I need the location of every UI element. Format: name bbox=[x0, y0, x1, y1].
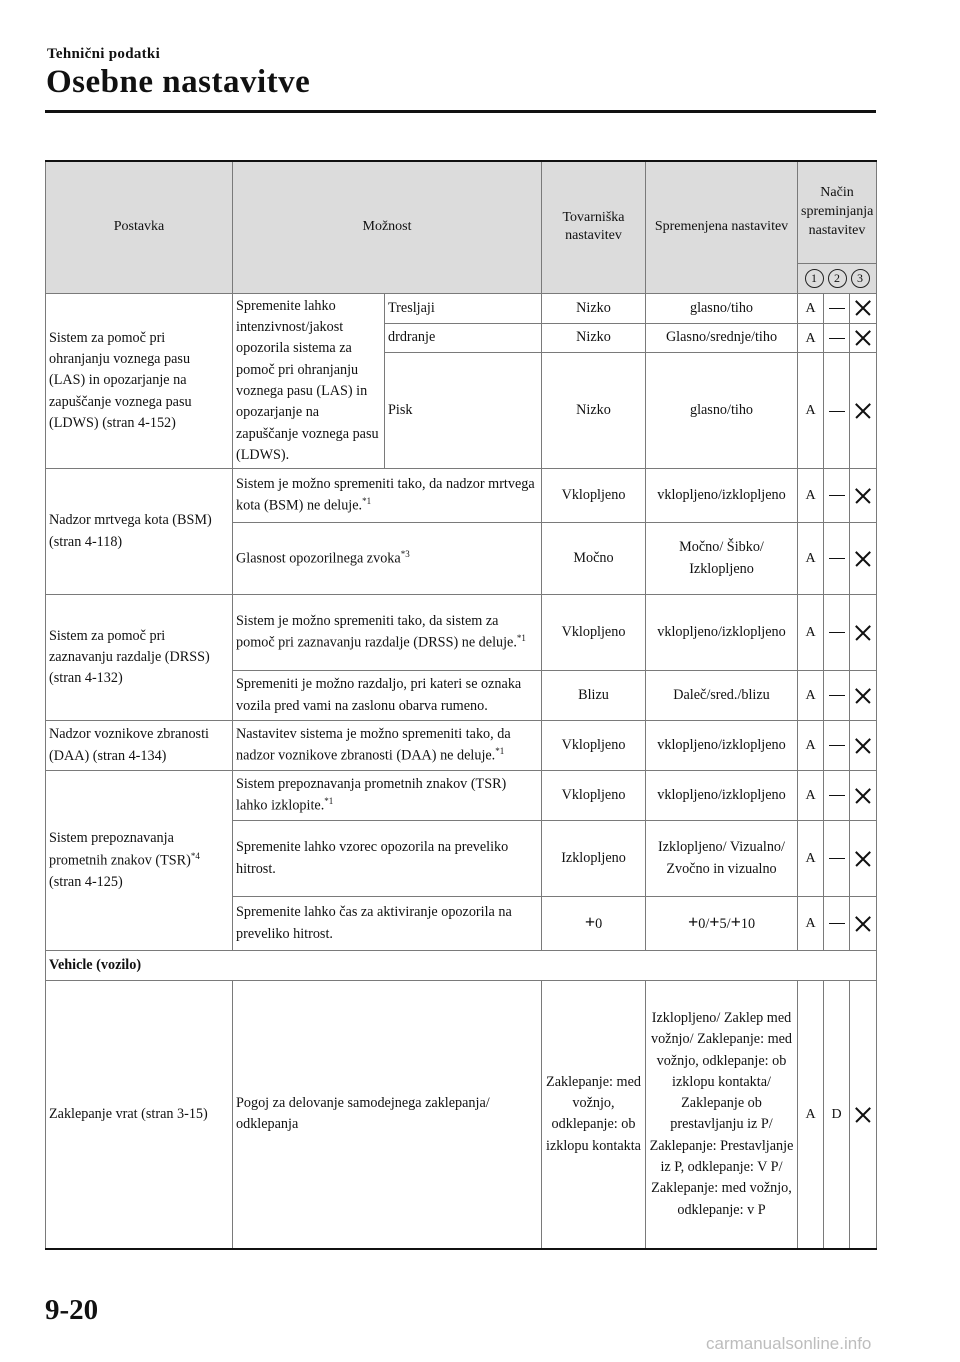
las-item: Sistem za pomoč pri ohranjanju voznega pasu (LAS) in opozarjanje na zapuščanje voznega pasu (LDWS) (stran 4-152) bbox=[46, 293, 233, 468]
dash-icon bbox=[829, 795, 845, 796]
bsm-option bbox=[233, 469, 542, 523]
method-a: A bbox=[798, 821, 824, 897]
method-cross bbox=[850, 771, 877, 821]
plus-icon: + bbox=[687, 911, 699, 932]
vehicle-section-label: Vehicle (vozilo) bbox=[46, 951, 877, 981]
tsr-item bbox=[46, 771, 233, 951]
method-d: D bbox=[824, 981, 850, 1249]
table-row bbox=[46, 595, 877, 671]
daa-changed: vklopljeno/izklopljeno bbox=[646, 721, 798, 771]
method-dash bbox=[824, 821, 850, 897]
method-a: A bbox=[798, 523, 824, 595]
dash-icon bbox=[829, 495, 845, 496]
method-a: A bbox=[798, 293, 824, 323]
tsr-pattern-changed: Izklopljeno/ Vizualno/ Zvočno in vizualno bbox=[646, 821, 798, 897]
drss-distance-option: Spremeniti je možno razdaljo, pri kateri se oznaka vozila pred vami na zaslonu obarva rumeno. bbox=[233, 671, 542, 721]
watermark: carmanualsonline.info bbox=[706, 1334, 872, 1353]
doorlock-changed: Izklopljeno/ Zaklep med vožnjo/ Zaklepanje: med vožnjo, odklepanje: ob izklopu kontakta/ Zaklepanje ob prestavljanju iz P/ Zaklepanje: Prestavljanje iz P, odklepanje: V P/ Zaklepanje: med vožnjo, odklepanje: v P bbox=[646, 981, 798, 1249]
method-a: A bbox=[798, 981, 824, 1249]
plus-icon: + bbox=[709, 911, 720, 932]
plus-icon: + bbox=[730, 911, 741, 932]
method-dash bbox=[824, 671, 850, 721]
drss-factory: Vklopljeno bbox=[542, 595, 646, 671]
footnote-mark: *1 bbox=[495, 746, 505, 757]
header-item: Postavka bbox=[46, 161, 233, 293]
method-a: A bbox=[798, 469, 824, 523]
cross-icon bbox=[855, 738, 871, 754]
tsr-timing-value: 5/ bbox=[719, 915, 731, 932]
cross-icon bbox=[855, 625, 871, 641]
header-option: Možnost bbox=[233, 161, 542, 293]
drss-changed: vklopljeno/izklopljeno bbox=[646, 595, 798, 671]
method-dash bbox=[824, 595, 850, 671]
method-cross bbox=[850, 821, 877, 897]
section-row bbox=[46, 951, 877, 981]
method-cross bbox=[850, 323, 877, 353]
tsr-factory: Vklopljeno bbox=[542, 771, 646, 821]
method-number-2: 2 bbox=[828, 269, 847, 288]
drss-option-text: Sistem je možno spremeniti tako, da sistem za pomoč pri zaznavanju razdalje (DRSS) ne deluje. bbox=[236, 613, 517, 652]
method-cross bbox=[850, 469, 877, 523]
method-cross bbox=[850, 721, 877, 771]
method-dash bbox=[824, 323, 850, 353]
section-label: Tehnični podatki bbox=[47, 46, 161, 62]
cross-icon bbox=[855, 851, 871, 867]
las-factory: Nizko bbox=[542, 293, 646, 323]
drss-distance-changed: Daleč/sred./blizu bbox=[646, 671, 798, 721]
cross-icon bbox=[855, 916, 871, 932]
method-dash bbox=[824, 897, 850, 951]
method-a: A bbox=[798, 353, 824, 469]
tsr-changed: vklopljeno/izklopljeno bbox=[646, 771, 798, 821]
method-a: A bbox=[798, 897, 824, 951]
dash-icon bbox=[829, 695, 845, 696]
method-cross bbox=[850, 981, 877, 1249]
dash-icon bbox=[829, 632, 845, 633]
method-a: A bbox=[798, 595, 824, 671]
method-cross bbox=[850, 671, 877, 721]
dash-icon bbox=[829, 858, 845, 859]
dash-icon bbox=[829, 308, 845, 309]
tsr-timing-changed bbox=[646, 897, 798, 951]
doorlock-item: Zaklepanje vrat (stran 3-15) bbox=[46, 981, 233, 1249]
dash-icon bbox=[829, 411, 845, 412]
las-option-vibration: Tresljaji bbox=[385, 293, 542, 323]
tsr-timing-option: Spremenite lahko čas za aktiviranje opozorila na preveliko hitrost. bbox=[233, 897, 542, 951]
method-number-1: 1 bbox=[805, 269, 824, 288]
method-dash bbox=[824, 293, 850, 323]
footnote-mark: *4 bbox=[190, 850, 200, 861]
method-cross bbox=[850, 293, 877, 323]
method-cross bbox=[850, 595, 877, 671]
cross-icon bbox=[855, 788, 871, 804]
header-row bbox=[46, 161, 877, 263]
method-cross bbox=[850, 523, 877, 595]
las-changed: glasno/tiho bbox=[646, 293, 798, 323]
method-a: A bbox=[798, 721, 824, 771]
header-method: Način spreminjanja nastavitev bbox=[798, 161, 877, 263]
dash-icon bbox=[829, 923, 845, 924]
method-dash bbox=[824, 523, 850, 595]
drss-item: Sistem za pomoč pri zaznavanju razdalje (DRSS) (stran 4-132) bbox=[46, 595, 233, 721]
drss-distance-factory: Blizu bbox=[542, 671, 646, 721]
table-row bbox=[46, 771, 877, 821]
tsr-timing-factory-value: 0 bbox=[595, 915, 603, 932]
cross-icon bbox=[855, 551, 871, 567]
dash-icon bbox=[829, 745, 845, 746]
dash-icon bbox=[829, 558, 845, 559]
daa-item: Nadzor voznikove zbranosti (DAA) (stran 4-134) bbox=[46, 721, 233, 771]
cross-icon bbox=[855, 300, 871, 316]
las-option-rumble: drdranje bbox=[385, 323, 542, 353]
footnote-mark: *1 bbox=[516, 633, 526, 644]
las-factory: Nizko bbox=[542, 353, 646, 469]
method-number-3: 3 bbox=[851, 269, 870, 288]
footnote-mark: *3 bbox=[400, 548, 410, 559]
cross-icon bbox=[855, 688, 871, 704]
bsm-volume-option bbox=[233, 523, 542, 595]
dash-icon bbox=[829, 338, 845, 339]
method-numbers bbox=[798, 263, 877, 293]
method-dash bbox=[824, 353, 850, 469]
daa-option-text: Nastavitev sistema je možno spremeniti tako, da nadzor voznikove zbranosti (DAA) ne deluje. bbox=[236, 726, 511, 765]
footnote-mark: *1 bbox=[324, 796, 334, 807]
las-factory: Nizko bbox=[542, 323, 646, 353]
cross-icon bbox=[855, 1107, 871, 1123]
las-description: Spremenite lahko intenzivnost/jakost opozorila sistema za pomoč pri ohranjanju voznega pasu (LAS) in opozarjanje na zapuščanje voznega pasu (LDWS). bbox=[233, 293, 385, 468]
daa-factory: Vklopljeno bbox=[542, 721, 646, 771]
bsm-item: Nadzor mrtvega kota (BSM) (stran 4-118) bbox=[46, 469, 233, 595]
header-factory: Tovarniška nastavitev bbox=[542, 161, 646, 293]
method-a: A bbox=[798, 323, 824, 353]
doorlock-factory: Zaklepanje: med vožnjo, odklepanje: ob izklopu kontakta bbox=[542, 981, 646, 1249]
tsr-pattern-option: Spremenite lahko vzorec opozorila na preveliko hitrost. bbox=[233, 821, 542, 897]
plus-icon: + bbox=[584, 911, 596, 932]
tsr-option-text: Sistem prepoznavanja prometnih znakov (TSR) lahko izklopite. bbox=[236, 776, 507, 815]
table-row bbox=[46, 293, 877, 323]
table-row bbox=[46, 469, 877, 523]
page-title: Osebne nastavitve bbox=[46, 64, 311, 100]
method-dash bbox=[824, 771, 850, 821]
bsm-option-text: Sistem je možno spremeniti tako, da nadzor mrtvega kota (BSM) ne deluje. bbox=[236, 476, 535, 515]
bsm-changed: vklopljeno/izklopljeno bbox=[646, 469, 798, 523]
page-number: 9-20 bbox=[45, 1294, 99, 1326]
las-changed: Glasno/srednje/tiho bbox=[646, 323, 798, 353]
method-cross bbox=[850, 353, 877, 469]
bsm-factory: Vklopljeno bbox=[542, 469, 646, 523]
method-a: A bbox=[798, 771, 824, 821]
method-a: A bbox=[798, 671, 824, 721]
method-cross bbox=[850, 897, 877, 951]
cross-icon bbox=[855, 488, 871, 504]
tsr-timing-value: 10 bbox=[740, 915, 756, 932]
doorlock-option: Pogoj za delovanje samodejnega zaklepanja/ odklepanja bbox=[233, 981, 542, 1249]
las-changed: glasno/tiho bbox=[646, 353, 798, 469]
tsr-item-text: Sistem prepoznavanja prometnih znakov (TSR) bbox=[49, 830, 191, 869]
bsm-volume-text: Glasnost opozorilnega zvoka bbox=[236, 550, 401, 567]
las-option-beep: Pisk bbox=[385, 353, 542, 469]
cross-icon bbox=[855, 403, 871, 419]
drss-option bbox=[233, 595, 542, 671]
method-dash bbox=[824, 469, 850, 523]
bsm-volume-changed: Močno/ Šibko/ Izklopljeno bbox=[646, 523, 798, 595]
tsr-timing-value: 0/ bbox=[698, 915, 710, 932]
bsm-volume-factory: Močno bbox=[542, 523, 646, 595]
settings-table bbox=[45, 160, 877, 1250]
tsr-item-page: (stran 4-125) bbox=[49, 873, 123, 890]
tsr-timing-factory bbox=[542, 897, 646, 951]
footnote-mark: *1 bbox=[362, 496, 372, 507]
header-changed: Spremenjena nastavitev bbox=[646, 161, 798, 293]
tsr-pattern-factory: Izklopljeno bbox=[542, 821, 646, 897]
title-rule bbox=[45, 110, 876, 113]
cross-icon bbox=[855, 330, 871, 346]
daa-option bbox=[233, 721, 542, 771]
table-row bbox=[46, 981, 877, 1249]
table-row bbox=[46, 721, 877, 771]
method-dash bbox=[824, 721, 850, 771]
tsr-option bbox=[233, 771, 542, 821]
